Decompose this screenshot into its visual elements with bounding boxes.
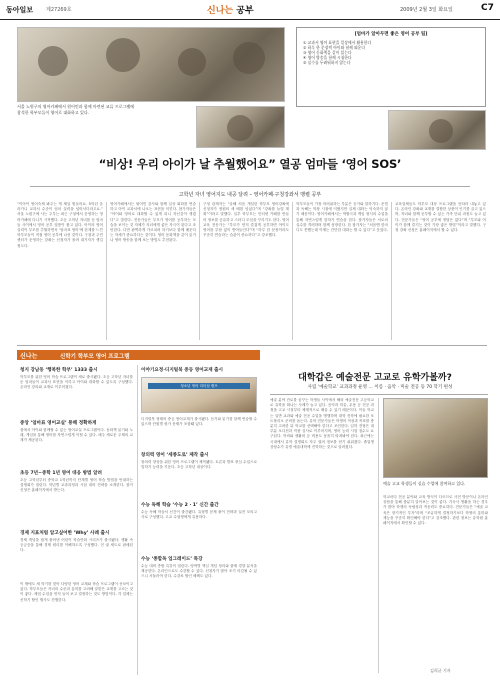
column-divider — [378, 398, 379, 673]
sidebar-item-body: 수능 대비 종합 특강이 열린다. 영역별 핵심 개념 정리와 출제 경향 분석을 제공한다. 온라인으로도 수강할 수 있다. 신청자가 많아 조기 마감될 수 있으니 서둘러야 한다. 수강료 할인 혜택도 있다. — [141, 564, 257, 579]
photo-figure — [38, 46, 68, 76]
sidebar-item-title: 청지 강남동 ‘행복한 학부’ 1333 출시 — [20, 368, 98, 373]
sidebar-title: 신학기 학부모 영어 프로그램 — [60, 354, 130, 360]
sidebar-item-title: 초등 7년~중학 1년 영어 대응 방법 알려 — [20, 471, 102, 476]
sidebar-item-body: 경제 개념을 쉽게 풀어낸 어린이 학습만화 시리즈가 출시됐다. 생활 속 궁금증을 통해 경제 원리를 이해하도록 구성했다. 전 권 세트로 판매된다. — [20, 538, 133, 553]
right-article-rule — [270, 394, 488, 395]
right-article-headline: 대학갑은 예술전문 고교로 유학가볼까? — [298, 373, 452, 383]
sidebar-item-body: 집에서 아이와 함께할 수 있는 영어교실 프로그램이다. 동화책 읽기와 노래, 게임을 통해 영어를 자연스럽게 익힐 수 있다. 매주 새로운 주제의 교재가 제공된다. — [20, 428, 133, 443]
main-headline: “비상! 우리 아이가 날 추월했어요” 열공 엄마들 ‘영어 SOS’ — [98, 157, 402, 171]
column-divider — [106, 202, 107, 340]
top-photo-caption: 서울 노원구의 영어카페에서 원어민과 함께 마련된 교류 프로그램에 참석한 학부모들이 영어로 대화하고 있다. — [17, 104, 135, 115]
column-divider — [199, 202, 200, 340]
right-article-photo — [383, 398, 488, 478]
issue-date: 2009년 2월 3일 화요일 — [400, 7, 453, 13]
sidebar-item-body: 초등 고학년부터 중학교 1학년까지 단계별 영어 학습 방법을 안내하는 설명회가 열린다. 학년별 교과과정과 시험 대비 전략을 소개한다. 참가 신청은 홈페이지에서 받는다. — [20, 478, 133, 493]
section-title — [207, 3, 254, 16]
page-number: C7 — [481, 3, 494, 13]
secondary-photo — [196, 106, 285, 148]
article-column: 학부모들이 가장 어려워하는 부분은 듣기와 말하기다. 문법과 독해는 학창 시절에 익혔지만 실제 대화는 익숙하지 않기 때문이다. 영어카페에서는 역할극과 게임 형식의 수업을 통해 자연스럽게 말하기 연습을 한다. 참가자들은 서로의 실수를 격려하며 함께 성장한다. 한 참가자는 “처음엔 한마디도 못했는데 이제는 간단한 대화는 할 수 있다”고 웃었다. — [296, 202, 388, 233]
sidebar-item-title: 중앙 ‘엄마표 영어교실’ 통해 정확하게 — [20, 421, 97, 426]
main-subhead: 고학년 자녀 영어지도 내공 달려 – 영어카페·구청강좌서 맹렬 공부 — [178, 192, 322, 198]
tips-list — [297, 37, 485, 68]
right-article-column: 예술 분야 진로를 꿈꾸는 학생들 사이에서 해외 예술전문 고등학교로 유학을 떠나는 사례가 늘고 있다. 음악과 미술, 무용 등 전공 과정을 고교 시절부터 체계적으로 배울 수 있기 때문이다. 이들 학교는 일반 교과와 예술 전공 수업을 병행하며 대학 진학에 필요한 포트폴리오 준비를 돕는다. 유학 전문가들은 학생의 적성과 목표를 충분히 고려한 뒤 학교를 선택해야 한다고 조언한다. 입학 전형은 대부분 오디션과 작품 심사로 이루어지며, 영어 능력 시험 점수도 요구된다. 학비와 생활비 등 비용도 꼼꼼히 따져봐야 한다. 최근에는 국내에서 유학 설명회도 자주 열려 정보를 얻기 쉬워졌다. 졸업생 상당수가 유명 예술대학에 진학하는 것으로 알려졌다. — [270, 398, 374, 449]
section-title-main: 공부 — [236, 6, 254, 16]
photo-figure — [233, 42, 265, 74]
photo-figure — [106, 38, 140, 72]
photo-figure — [178, 48, 206, 76]
event-banner: 청소년 영어 리더십 캠프 — [148, 383, 250, 389]
article-column: “이아이 영어숙제 봐주는 게 제일 힘들어요. 5학년 올라가니 교과서 수준이 엄마 실력을 넘어서더라고요.” 서울 노원구에 사는 주부는 최근 구청에서 운영하는 영어카페에 다니기 시작했다. 초등 고학년 자녀를 둔 엄마들 사이에서 영어 공부 열풍이 불고 있다. 아이의 영어 실력이 부모를 추월하면서 ‘엄마표 영어’에 한계를 느낀 학부모들이 직접 영어 공부에 나선 것이다. 구청과 주민센터가 운영하는 강좌는 신청자가 몰려 대기자가 생길 정도다. — [17, 202, 103, 248]
column-divider — [391, 202, 392, 340]
article-column: 교육업체들도 학부모 대상 프로그램을 잇따라 내놓고 있다. 온라인 강좌와 교재를 결합한 상품이 인기를 끌고 있으며, 자녀와 함께 공부할 수 있는 가족 단위 과정도 늘고 있다. 전문가들은 “영어 공부에 정답은 없다”며 “부모와 아이가 함께 즐기는 것이 가장 좋은 방법”이라고 말했다. 구청 강좌 신청은 홈페이지에서 할 수 있다. — [395, 202, 486, 233]
article-column: 영어카페에서는 원어민 강사와 함께 일상 회화를 연습하고 아이 교과서에 나오는 표현을 익힌다. 참가자들은 “아이와 영어로 대화할 수 있게 되니 자신감이 생겼다”고 말한다. 전문가들은 부모가 영어를 공부하는 모습을 보이는 것 자체가 자녀에게 좋은 자극이 된다고 조언한다. 다만 완벽하게 가르치려 하기보다 함께 배운다는 자세가 중요하다는 것이다. 영어 동화책을 같이 읽거나 영어 방송을 함께 보는 방법도 추천된다. — [110, 202, 196, 243]
tips-item: ④ 영어 방송을 함께 시청한다 — [303, 55, 352, 60]
right-article-subhead: 사립 ‘예술학교’ 교과과정 운영 … 이름 · 음악 · 미술 전공 등 70 학기 편성 — [307, 385, 453, 390]
right-photo-caption: 예술 고교 학생들이 실습 수업에 참여하고 있다. — [383, 481, 466, 486]
sidebar-item-body: 학부모를 위한 영어 학습 프로그램이 새로 출시됐다. 초등 고학년 자녀를 둔 엄마들이 교과서 표현을 익히고 아이와 대화할 수 있도록 구성했다. 온라인 강의와 교재로 이루어졌다. — [20, 375, 133, 390]
photo-figure — [227, 115, 253, 141]
right-article-column: 학교마다 전공 분야와 교육 방식이 다르므로 사전 방문이나 온라인 상담을 통해 충분히 알아보는 것이 좋다. 기숙사 생활을 하는 경우가 많아 학생의 독립성과 적응력도 중요하다. 전문가들은 “예술 교육은 장기적인 투자”라며 “조급하게 결정하기보다 학생의 흥미와 재능을 꾸준히 확인해야 한다”고 강조했다. 관련 정보는 유학원 홈페이지에서 확인할 수 있다. — [383, 495, 488, 526]
issue-number: 제27269호 — [46, 7, 72, 13]
event-photo — [141, 377, 257, 413]
sidebar-item-title: 경제 지표처럼 알고싶어한 ‘Why’ 사례 출시 — [20, 531, 110, 536]
tips-item: ⑤ 실수를 두려워하지 않는다 — [303, 60, 351, 65]
headline-rule — [30, 186, 470, 187]
tips-item: ② 하루 한 문장씩 아이와 함께 외운다 — [303, 45, 365, 50]
sidebar-tag: 신나는 — [20, 353, 38, 360]
sidebar-header — [17, 350, 260, 360]
column-divider — [292, 202, 293, 340]
class-photo — [388, 110, 486, 150]
top-photo — [17, 27, 285, 102]
tips-item: ① 교과서 영어 표현을 일상에서 활용한다 — [303, 40, 372, 45]
tips-box — [296, 27, 486, 107]
sidebar-item-body: 디지털북 형태의 중등 영어교재가 출시됐다. 듣기와 읽기를 함께 연습할 수 있으며 단원별 평가 문제가 포함돼 있다. — [141, 417, 257, 427]
byline: 김희균 기자 — [430, 668, 451, 673]
tips-item: ③ 영어 동화책을 같이 읽는다 — [303, 50, 352, 55]
sidebar-item-title: 수능 ‘종합독 업그레이드’ 특강 — [141, 557, 203, 562]
photo-figure — [429, 119, 453, 143]
sidebar-item-body: 이 밖에도 새 학기를 맞아 다양한 영어 교재와 학습 프로그램이 선보이고 있다. 학부모들은 자녀의 수준과 흥미를 고려해 알맞은 교재를 고르는 것이 좋다. 체험 수업을 먼저 들어 보고 결정하는 것도 방법이다. 각 업체는 신학기 할인 행사도 진행한다. — [20, 582, 133, 602]
tips-box-title: [엄마가 알아두면 좋은 영어 공부 팁] — [354, 32, 428, 37]
sidebar-item-title: 이야기요정·디지털북 중등 영어교재 출시 — [141, 368, 223, 373]
sidebar-item-title: 창의력 영어 ‘세종도로’ 제작 출시 — [141, 453, 209, 458]
sidebar-divider — [137, 365, 138, 675]
article-column: 구청 관계자는 “올해 처음 개설한 학부모 영어강좌에 신청자가 정원의 세 배를 넘었다”며 “강좌를 늘릴 계획”이라고 말했다. 일부 학부모는 인터넷 카페를 만들어 정보를 공유하고 스터디 모임을 꾸리기도 한다. 영어 교육 전문가는 “부모가 먼저 즐겁게 공부하면 아이도 영어를 부담 없이 받아들인다”며 “하루 한 문장이라도 꾸준히 연습하는 습관이 중요하다”고 강조했다. — [203, 202, 289, 238]
sidebar-item-body: 창의력 향상을 위한 영어 프로그램이 제작됐다. 토론과 발표 중심 수업으로 말하기 능력을 키운다. 초등 고학년 대상이다. — [141, 460, 257, 470]
sidebar-item-title: 수능 독해 학습 ‘수능 2 · 1’ 신간 출간 — [141, 503, 219, 508]
section-divider — [17, 345, 487, 346]
sidebar-item-body: 수능 독해 학습서 신간이 출간됐다. 유형별 문제 풀이 전략과 실전 모의고사로 구성했다. 고교 수험생에게 유용하다. — [141, 510, 257, 520]
newspaper-logo: 동아일보 — [6, 6, 34, 14]
section-title-accent: 신나는 — [207, 6, 234, 16]
